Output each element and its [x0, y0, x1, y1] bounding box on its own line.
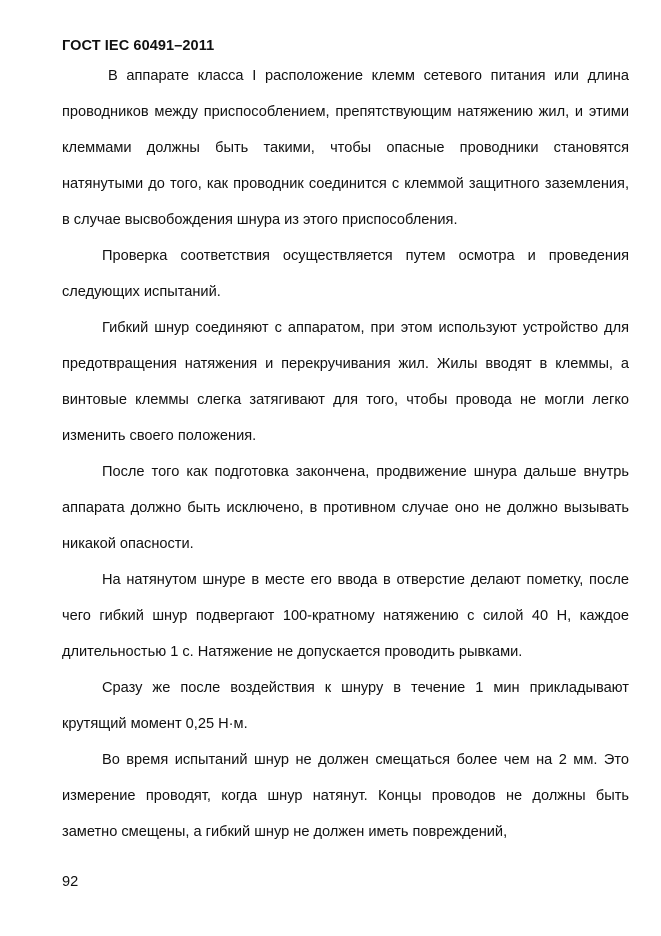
paragraph-pull-test: На натянутом шнуре в месте его ввода в отверстие делают пометку, после чего гибкий шнур подвергают 100-кратному натяжению с силой 40 Н, каждое длительностью 1 с. Натяжение не допускается проводить рывками. [62, 572, 629, 660]
paragraph-displacement-limit: Во время испытаний шнур не должен смещаться более чем на 2 мм. Это измерение проводят, когда шнур натянут. Концы проводов не должны быть заметно смещены, а гибкий шнур не должен иметь повреждений, [62, 752, 629, 840]
paragraph-terminal-arrangement: В аппарате класса I расположение клемм сетевого питания или длина проводников между приспособлением, препятствующим натяжению жил, и этими клеммами должны быть такими, чтобы опасные проводники становятся натянутыми до того, как проводник соединится с клеммой защитного заземления, в случае высвобождения шнура из этого приспособления. [62, 68, 629, 228]
document-header: ГОСТ IEC 60491–2011 [62, 38, 215, 54]
paragraph-cord-connection: Гибкий шнур соединяют с аппаратом, при этом используют устройство для предотвращения натяжения и перекручивания жил. Жилы вводят в клеммы, а винтовые клеммы слегка затягивают для того, чтобы провода не могли легко изменить своего положения. [62, 320, 629, 444]
paragraph-compliance-check: Проверка соответствия осуществляется путем осмотра и проведения следующих испытаний. [62, 248, 629, 300]
page-number: 92 [62, 874, 79, 890]
paragraph-cord-push: После того как подготовка закончена, продвижение шнура дальше внутрь аппарата должно быть исключено, в противном случае оно не должно вызывать никакой опасности. [62, 464, 629, 552]
paragraph-torque-test: Сразу же после воздействия к шнуру в течение 1 мин прикладывают крутящий момент 0,25 Н·м. [62, 680, 629, 732]
document-body [62, 58, 629, 850]
